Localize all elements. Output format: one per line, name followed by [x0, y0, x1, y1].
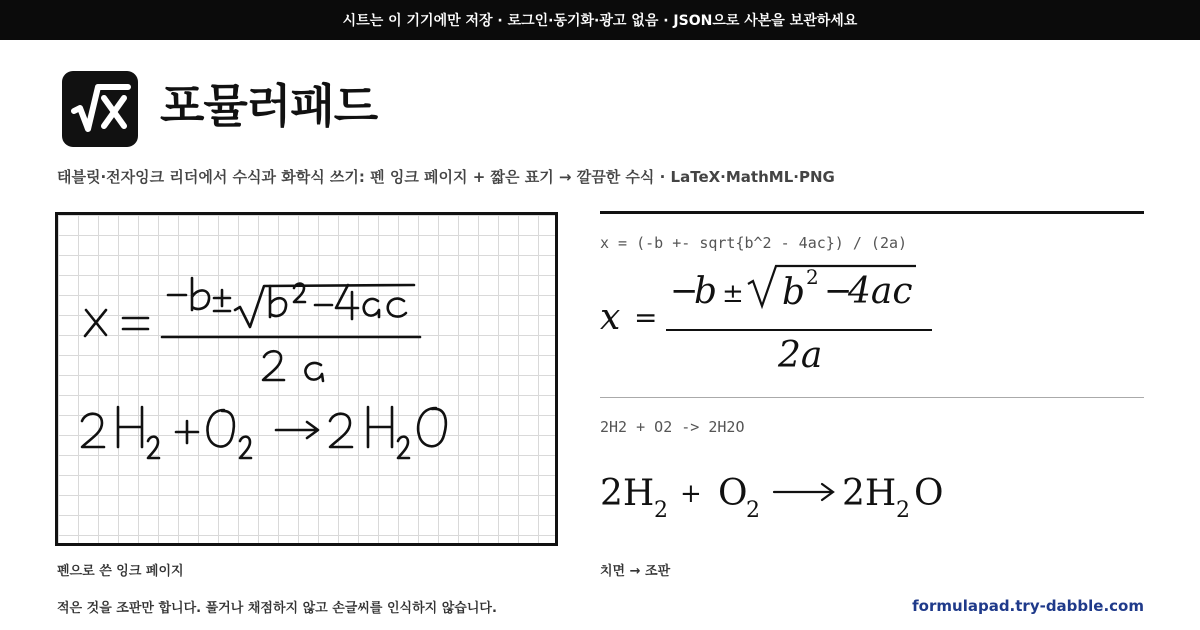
tagline: 태블릿·전자잉크 리더에서 수식과 화학식 쓰기: 펜 잉크 페이지 + 짧은 표기 → 깔끔한 수식 · LaTeX·MathML·PNG	[57, 168, 835, 186]
top-banner	[0, 0, 1200, 40]
ink-pm	[214, 290, 230, 311]
f2-water-coef: 2H	[842, 473, 897, 514]
formula1-source[interactable]: x = (-b +- sqrt{b^2 - 4ac}) / (2a)	[600, 234, 908, 252]
ink-x	[85, 310, 106, 336]
formula1-svg	[598, 262, 938, 377]
formula2-rendered	[598, 458, 958, 528]
f2-h2-coef: 2H	[600, 473, 655, 514]
f1-four-ac: 4ac	[848, 271, 913, 312]
f1-minus: −	[670, 271, 699, 311]
ink-4	[336, 285, 358, 319]
banner-text: 시트는 이 기기에만 저장 · 로그인·동기화·광고 없음 · JSON으로 사본을 보관하세요	[342, 13, 858, 29]
f2-sub2: 2	[746, 498, 760, 523]
ink-page-canvas[interactable]	[55, 212, 558, 546]
f1-den: 2a	[778, 335, 823, 376]
formula2-source[interactable]: 2H2 + O2 -> 2H2O	[600, 418, 745, 436]
ink-b2	[270, 286, 286, 317]
ink-equals	[123, 318, 148, 329]
ink-den-2	[263, 351, 284, 380]
ink-arrow	[276, 422, 318, 438]
output-top-rule	[600, 211, 1144, 214]
f1-b2: b	[782, 272, 806, 313]
ink-O	[208, 410, 234, 447]
footer-link[interactable]: formulapad.try-dabble.com	[912, 597, 1144, 615]
f2-sub3: 2	[896, 498, 910, 523]
ink-2	[82, 414, 104, 447]
app-title: 포뮬러패드	[160, 79, 378, 133]
ink-den-a	[305, 363, 323, 381]
f2-water-o: O	[914, 473, 944, 514]
f2-plus: +	[680, 479, 702, 509]
ink-a	[364, 299, 379, 317]
footer-note: 적은 것을 조판만 합니다. 풀거나 채점하지 않고 손글씨를 인식하지 않습니다.	[57, 601, 497, 616]
ink-2b	[330, 414, 352, 447]
ink-b	[192, 278, 209, 310]
f1-minus2: −	[824, 271, 853, 311]
f2-sub1: 2	[654, 498, 668, 523]
f1-pm: ±	[722, 279, 744, 309]
ink-sub2b	[240, 437, 251, 458]
ink-c	[388, 299, 406, 317]
f2-arrow	[774, 484, 833, 500]
output-divider	[600, 397, 1144, 398]
ink-page-caption: 펜으로 쓴 잉크 페이지	[57, 564, 184, 579]
f1-b: b	[694, 271, 718, 312]
f1-lhs: x	[600, 297, 621, 338]
f1-exp: 2	[806, 265, 819, 289]
ink-sub2c	[398, 437, 409, 458]
ink-H2	[368, 407, 392, 447]
output-caption: 치면 → 조판	[600, 564, 671, 579]
ink-O2	[418, 408, 446, 446]
ink-sub2a	[148, 437, 159, 458]
ink-H	[118, 407, 142, 447]
formula2-svg	[598, 458, 958, 528]
ink-strokes	[58, 215, 555, 543]
f1-eq: =	[634, 301, 658, 334]
app-logo	[62, 71, 138, 147]
sqrt-x-icon	[62, 71, 138, 147]
f2-o: O	[718, 473, 748, 514]
ink-plus	[176, 421, 198, 443]
formula1-rendered	[598, 262, 938, 377]
